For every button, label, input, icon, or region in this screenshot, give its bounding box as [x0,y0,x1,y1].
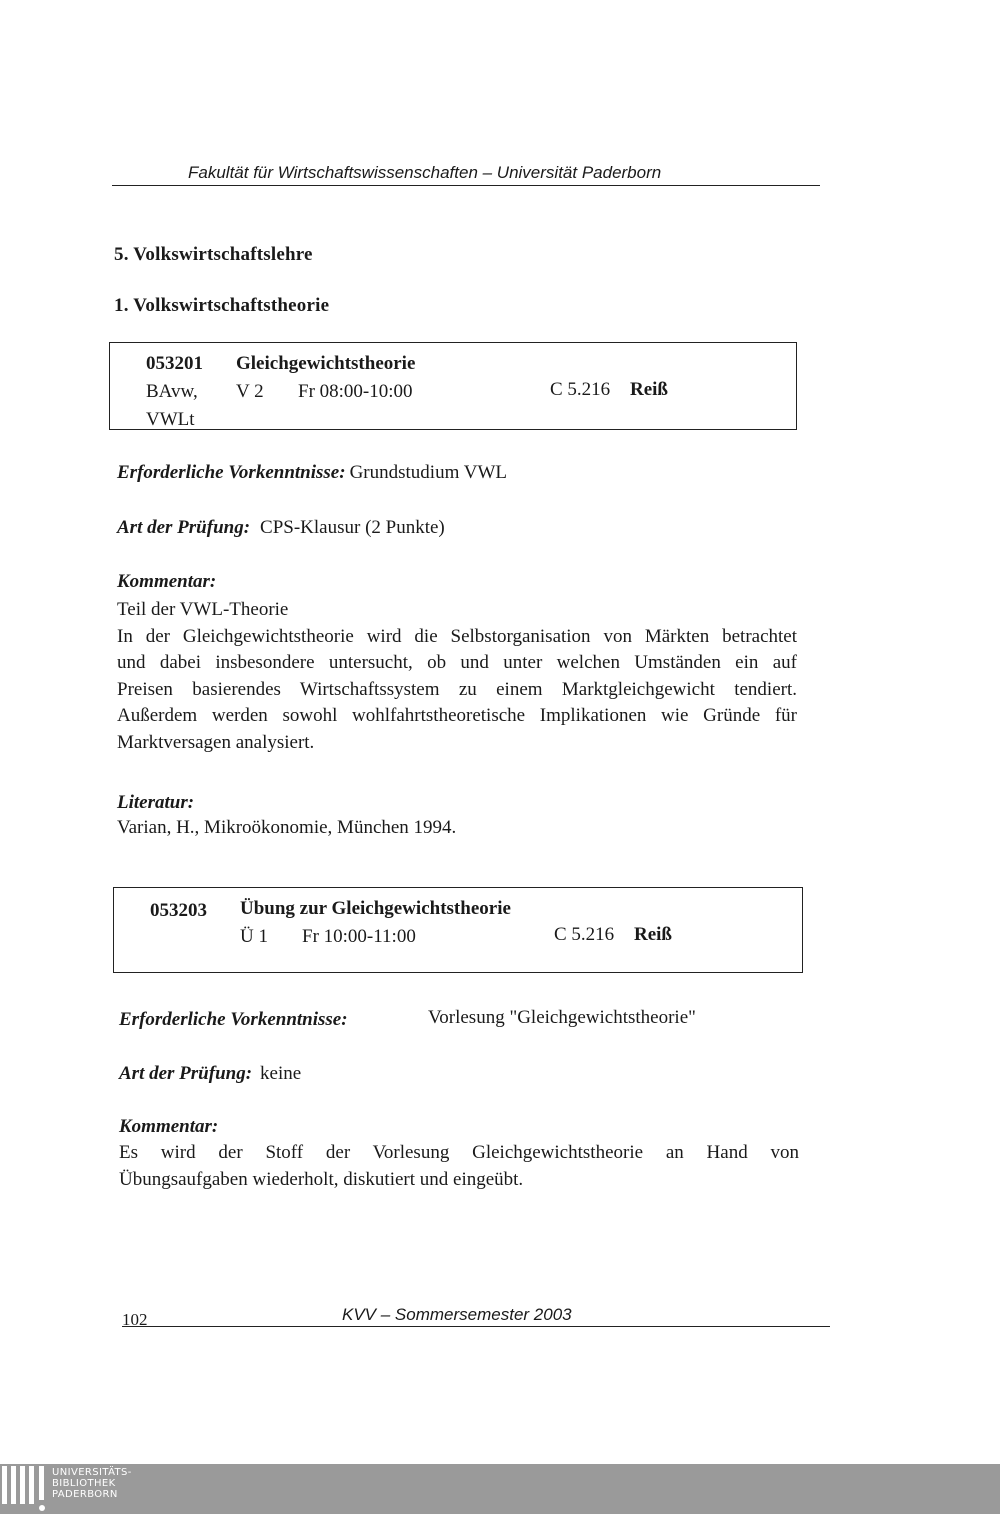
exam-value: keine [260,1063,302,1084]
prereq-label: Erforderliche Vorkenntnisse: [117,462,346,483]
comment-line: Marktversagen analysiert. [117,731,315,753]
course-program-2: VWLt [146,409,195,430]
course-box-053201 [109,342,797,430]
comment-line: Übungsaufgaben wiederholt, diskutiert und eingeübt. [119,1168,524,1190]
subsection-title: 1. Volkswirtschaftstheorie [114,295,330,316]
comment-text [119,1140,799,1193]
exam-value: CPS-Klausur (2 Punkte) [260,517,445,538]
comment-line: Preisen basierendes Wirtschaftssystem zu einem Marktgleichgewicht tendiert. [117,678,797,700]
prereq-row [117,462,507,484]
course-room: C 5.216 [554,924,615,945]
comment-text [117,597,797,756]
page-footer: KVV – Sommersemester 2003 [342,1305,572,1324]
prereq-label: Erforderliche Vorkenntnisse: [119,1009,348,1030]
comment-line: In der Gleichgewichtstheorie wird die Selbstorganisation von Märkten betrachtet [117,625,797,647]
comment-label: Kommentar: [117,571,217,592]
literature-value: Varian, H., Mikroökonomie, München 1994. [117,817,457,838]
course-program: BAvw, [146,381,198,402]
comment-label: Kommentar: [119,1116,219,1137]
course-number: 053201 [146,353,203,374]
course-number: 053203 [150,900,207,921]
literature-label: Literatur: [117,792,195,813]
prereq-value: Vorlesung "Gleichgewichtstheorie" [428,1007,696,1028]
course-time: Fr 10:00-11:00 [302,926,416,947]
comment-line: Es wird der Stoff der Vorlesung Gleichgewichtstheorie an Hand von [119,1142,799,1163]
library-line-3: PADERBORN [52,1489,118,1500]
comment-line: und dabei insbesondere untersucht, ob und unter welchen Umständen ein auf [117,652,797,673]
library-logo-icon [2,1466,46,1510]
exam-label: Art der Prüfung: [119,1063,253,1084]
course-title: Übung zur Gleichgewichtstheorie [240,898,511,919]
course-lecturer: Reiß [630,379,668,400]
library-name [52,1467,132,1500]
course-title: Gleichgewichtstheorie [236,353,416,374]
exam-label: Art der Prüfung: [117,517,251,538]
exam-row [119,1063,301,1085]
course-room: C 5.216 [550,379,611,400]
page-number: 102 [122,1310,148,1329]
library-line-1: UNIVERSITÄTS- [52,1467,132,1478]
page-header: Fakultät für Wirtschaftswissenschaften – Universität Paderborn [188,163,662,182]
section-title: 5. Volkswirtschaftslehre [114,244,313,265]
course-type: V 2 [236,381,264,402]
course-time: Fr 08:00-10:00 [298,381,413,402]
course-type: Ü 1 [240,926,268,947]
library-bar [0,1464,1000,1514]
exam-row [117,517,445,539]
comment-line: Außerdem werden sowohl wohlfahrtstheoretische Implikationen wie Gründe für [117,705,797,726]
course-lecturer: Reiß [634,924,672,945]
comment-line: Teil der VWL-Theorie [117,599,289,620]
prereq-value: Grundstudium VWL [349,462,508,483]
library-line-2: BIBLIOTHEK [52,1478,116,1489]
course-box-053203 [113,887,803,973]
